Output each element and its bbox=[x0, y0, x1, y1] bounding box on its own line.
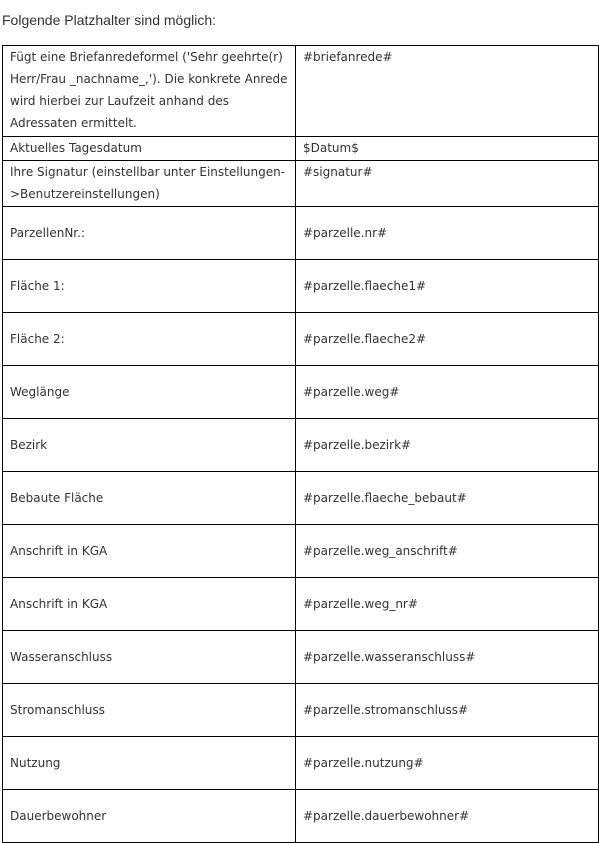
placeholder-code: #parzelle.weg_anschrift# bbox=[296, 525, 599, 578]
placeholder-code: #parzelle.stromanschluss# bbox=[296, 684, 599, 737]
placeholder-code: #parzelle.dauerbewohner# bbox=[296, 790, 599, 843]
placeholder-code: #parzelle.wasseranschluss# bbox=[296, 631, 599, 684]
table-row bbox=[3, 472, 599, 525]
placeholder-description: Fügt eine Briefanredeformel ('Sehr geehrte(r) Herr/Frau _nachname_,'). Die konkrete Anrede wird hierbei zur Laufzeit anhand des Adressaten ermittelt. bbox=[3, 46, 296, 137]
table-row bbox=[3, 419, 599, 472]
table-row bbox=[3, 366, 599, 419]
placeholder-description: Bebaute Fläche bbox=[3, 472, 296, 525]
placeholder-description: Weglänge bbox=[3, 366, 296, 419]
table-row bbox=[3, 161, 599, 207]
placeholder-description: Fläche 2: bbox=[3, 313, 296, 366]
table-row bbox=[3, 260, 599, 313]
placeholder-description: Anschrift in KGA bbox=[3, 578, 296, 631]
placeholder-description: Aktuelles Tagesdatum bbox=[3, 137, 296, 161]
placeholder-code: #parzelle.nutzung# bbox=[296, 737, 599, 790]
placeholder-description: Bezirk bbox=[3, 419, 296, 472]
placeholder-description: Nutzung bbox=[3, 737, 296, 790]
placeholder-description: Fläche 1: bbox=[3, 260, 296, 313]
placeholder-code: #parzelle.nr# bbox=[296, 207, 599, 260]
placeholder-description: Wasseranschluss bbox=[3, 631, 296, 684]
placeholder-description: Stromanschluss bbox=[3, 684, 296, 737]
placeholder-description: ParzellenNr.: bbox=[3, 207, 296, 260]
table-row bbox=[3, 137, 599, 161]
placeholder-code: $Datum$ bbox=[296, 137, 599, 161]
placeholder-description: Ihre Signatur (einstellbar unter Einstellungen->Benutzereinstellungen) bbox=[3, 161, 296, 207]
table-row bbox=[3, 737, 599, 790]
placeholder-code: #parzelle.flaeche_bebaut# bbox=[296, 472, 599, 525]
placeholder-code: #signatur# bbox=[296, 161, 599, 207]
table-row bbox=[3, 631, 599, 684]
table-row bbox=[3, 313, 599, 366]
placeholder-description: Anschrift in KGA bbox=[3, 525, 296, 578]
placeholder-code: #parzelle.flaeche1# bbox=[296, 260, 599, 313]
table-row bbox=[3, 525, 599, 578]
table-row bbox=[3, 790, 599, 843]
placeholder-table bbox=[2, 45, 599, 843]
placeholder-code: #parzelle.weg# bbox=[296, 366, 599, 419]
placeholder-code: #parzelle.flaeche2# bbox=[296, 313, 599, 366]
placeholder-code: #parzelle.bezirk# bbox=[296, 419, 599, 472]
table-row bbox=[3, 46, 599, 137]
placeholder-code: #parzelle.weg_nr# bbox=[296, 578, 599, 631]
table-row bbox=[3, 578, 599, 631]
table-row bbox=[3, 207, 599, 260]
placeholder-description: Dauerbewohner bbox=[3, 790, 296, 843]
table-row bbox=[3, 684, 599, 737]
placeholder-code: #briefanrede# bbox=[296, 46, 599, 137]
intro-text: Folgende Platzhalter sind möglich: bbox=[2, 12, 217, 28]
